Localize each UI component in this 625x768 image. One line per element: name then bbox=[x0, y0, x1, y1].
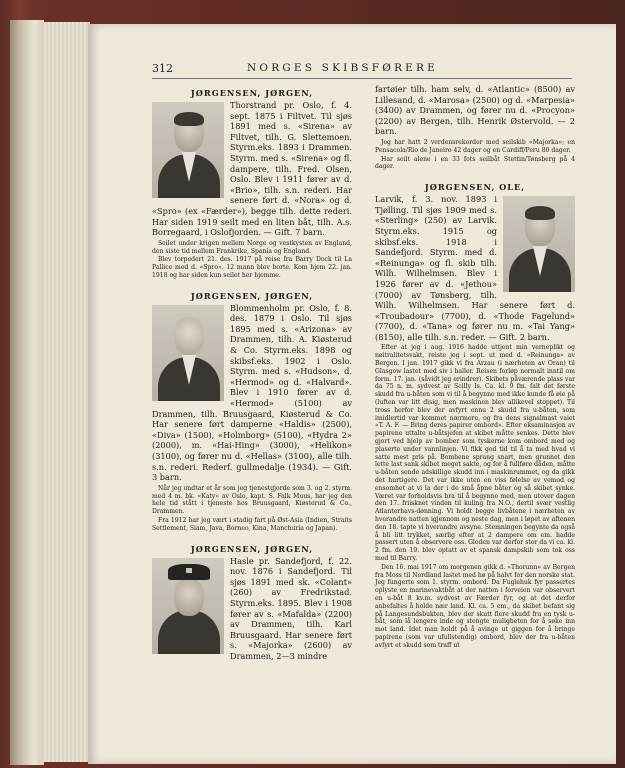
entry-title: JØRGENSEN, JØRGEN, bbox=[190, 543, 314, 554]
entry-notes bbox=[152, 485, 352, 533]
right-column bbox=[375, 84, 575, 651]
page-header bbox=[152, 62, 572, 76]
page-number: 312 bbox=[152, 62, 173, 75]
entry-text: Thorstrand pr. Oslo, f. 4. sept. 1875 i Filtvet. Til sjøs 1891 med s. «Sirena» av Filtvet, tilh. G. Slettemoen. Styrm.eks. 1893 i Drammen. Styrm. med s. «Sirena» og fl. dampere, tilh. Fred. Olsen, Oslo. Blev i 1911 fører av d. «Brio», tilh. s.n. rederi. Har senere ført d. «Nora» og d. «Spro» (ex «Færder»), begge tilh. dette rederi. Har siden 1919 seilt med en liten båt, tilh. A.s. Borregaard, i Oslofjorden. — Gift. 7 barn. bbox=[152, 100, 352, 238]
entry-text: fartøier tilh. ham selv, d. «Atlantic» (8500) av Lillesand, d. «Marosa» (2500) og d. «Marpesia» (3400) av Drammen, og fører nu d. «Procyon» (2200) av Bergen, tilh. Henrik Østervold. — 2 barn. bbox=[375, 84, 575, 137]
note-paragraph: Den 16. mai 1917 om morgenen gikk d. «Thorunn» av Bergen fra Moss til Nordland lastet med hø på halvt for den norske stat. Jeg fungerte som 1. styrm. ombord. Da Fuglehuk fyr passertes oplyste en marinevaktbåt at der natten i forveien var observert en u-båt 8 kv.m. sydvest av Færder fyr, og at det derfor anbefaltes å holde nær land. Kl. ca. 5 em., da skibet befant sig på Langesundsbukten, blev der skutt flere skudd fra en tysk u-båt, som lå lengere inde og stengte muligheten for å søke inn mot land. Idet man holdt på å avinge ut giggen for å bringe papirene (som var ufullstendig) ombord, blev der fra u-båten avfyrt et skudd som traff ut bbox=[375, 563, 575, 649]
portrait-photo bbox=[152, 558, 224, 654]
page-edges bbox=[44, 22, 90, 762]
portrait-photo bbox=[152, 102, 224, 198]
note-paragraph: Når jeg undtar et år som jeg tjenestgjorde som 3. og 2. styrm. med 4 m. bk. «Katy» av Oslo, kapt. S. Falk Muus, har jeg den hele tid stått i tjeneste hos Bruusgaard, Kiøsterud & Co., Drammen. bbox=[152, 484, 352, 516]
running-head: NORGES SKIBSFØRERE bbox=[247, 62, 439, 74]
note-paragraph: Blev torpedert 21. des. 1917 på reise fra Barry Dock til La Pallice med d. «Spro». 12 mann blev borte. Kom hjem 22. jan. 1918 og har siden kun seilet her hjemme. bbox=[152, 256, 352, 279]
entry-text: Blommenholm pr. Oslo, f. 8. des. 1879 i Oslo. Til sjøs 1895 med s. «Arizona» av Drammen, tilh. A. Kiøsterud & Co. Styrm.eks. 1898 og skibsf.eks. 1902 i Oslo. Styrm. med s. «Hudson», d. «Hermod» og d. «Halvard». Blev i 1910 fører av d. «Hermod» (5100) av Drammen, tilh. Bruusgaard, Kiøsterud & Co. Har senere ført damperne «Haldis» (2500), «Diva» (1500), «Holmborg» (5100), «Hydra 2» (2000), m. «Hai-Hing» (3000), «Helikon» (3100), og fører nu d. «Hellas» (3100), alle tilh. s.n. rederi. Rederf. gullmedalje (1934). — Gift. 3 barn. bbox=[152, 302, 352, 483]
book-page bbox=[88, 24, 616, 764]
entry-notes bbox=[375, 139, 575, 171]
book-spine bbox=[10, 20, 44, 765]
entry-title: JØRGENSEN, JØRGEN, bbox=[190, 290, 314, 301]
entry-notes bbox=[375, 344, 575, 649]
note-paragraph: Fra 1912 har jeg vært i stadig fart på Øst-Asia (Indien, Straits Settlement, Siam, Java, Borneo, Kina, Manchuria og Japan). bbox=[152, 516, 352, 532]
left-column bbox=[152, 84, 352, 662]
entry-notes bbox=[152, 240, 352, 280]
entry-text: Hasle pr. Sandefjord, f. 22. nov. 1876 i Sandefjord. Til sjøs 1891 med sk. «Colant» (260) av Fredrikstad. Styrm.eks. 1895. Blev i 1908 fører av s. «Mafalda» (2200) av Drammen, tilh. Karl Bruusgaard. Har senere ført s. «Majorka» (2600) av Drammen, 2—3 mindre bbox=[230, 555, 352, 661]
entry-title: JØRGENSEN, JØRGEN, bbox=[190, 88, 314, 98]
note-paragraph: Har seilt alene i en 33 fots seilbåt Stettin/Tønsberg på 4 dager. bbox=[375, 155, 575, 171]
entry-text: Larvik, f. 3. nov. 1893 i Tjølling. Til sjøs 1909 med s. «Sterling» (250) av Larvik. Styrm.eks. 1915 og skibsf.eks. 1918 i Sandefjord. Styrm. med d. «Reinunga» og fl. skib tilh. Wilh. Wilhelmsen. Blev i 1926 fører av d. «Jethou» (7000) av Tønsberg, tilh. Wilh. Wilhelmsen. Har senere ført d. «Troubadour» (7700), d. «Thode Fagelund» (7700), d. «Tana» og fører nu m. «Tai Yang» (8150), alle tilh. s.n. reder. — Gift. 2 barn. bbox=[375, 194, 575, 342]
portrait-photo bbox=[503, 196, 575, 292]
entry-title: JØRGENSEN, OLE, bbox=[424, 182, 526, 193]
header-rule bbox=[152, 78, 572, 79]
note-paragraph: Jeg har hatt 2 verdensrekorder med seilskib «Majorka»; en Pensacola/Rio de Janeiro 42 dager og en Cardiff/Peru 80 dager. bbox=[375, 138, 575, 154]
note-paragraph: Seilet under krigen mellem Norge og vestkysten av England, den siste tid mellem Frankrike, Spania og England. bbox=[152, 239, 352, 255]
portrait-photo bbox=[152, 305, 224, 401]
note-paragraph: Efter at jeg i aug. 1916 hadde uttjent min verneplikt og nøitralitetsvakt, reiste jeg i sept. ut med d. «Reinunga» av Bergen. I jan. 1917 gikk vi fra Arzau (i nærheten av Oran) til Glasgow lastet med siv i baller. Reisen forløp normalt inntil om form. 17. jan. (såvidt jeg erindrer). Skibets påværende plass var da 75 n. m. sydvest av Scilly Is. Ca. kl. 9 fm. falt det første skudd fra u-båten som vi til å begynne med ikke kunde få øie på (luften var litt disig, men maskinen blev allikevel stoppet). Til tross herfor blev der avfyrt ennu 2 skudd fra u-båten, som imidlertid var kommet nærmere, og fra dens signalmast vaiet «T. A. F. — Bring deres papirer ombord». Efter eksaminasjon av papirene uttalte u-båtsjefen at skibet måtte senkes. Dette blev gjort ved hjelp av bomber som tyskerne kom ombord med og plaserte under vannlinjen. Vi fikk god tid til å ta med hvad vi satte mest pris på. Bombene sprang snart, men grunnet den lette last sank skibet meget sakte, og for å fullføre dåden, måtte u-båten sende adskillige skudd inn i maskinrummet, og da gikk det hurtigere. Det var ikke uten en viss følelse av vemod og ensomhet at vi la der i de små åpne båter og så skibet synke. Været var forholdsvis bra til å begynne med, men utover dagen den 17. friisknet vinden til kuling fra N.O., dertil svær vestlig Atlanterhavs-dønning. Vi holdt begge livbåtene i nærheten av hverandre natten igjennom og neste dag, men i løpet av aftenen den 18. tapte vi hverandre avsyne. Stemningen begynte da også å bli litt trykket, særlig efter at 2 dampere om em. hadde passert uten å observere oss. Gleden var derfor stor da vi ca. kl. 2 fm. den 19. blev optatt av et spansk dampskib som tok oss med til Barry. bbox=[375, 344, 575, 562]
